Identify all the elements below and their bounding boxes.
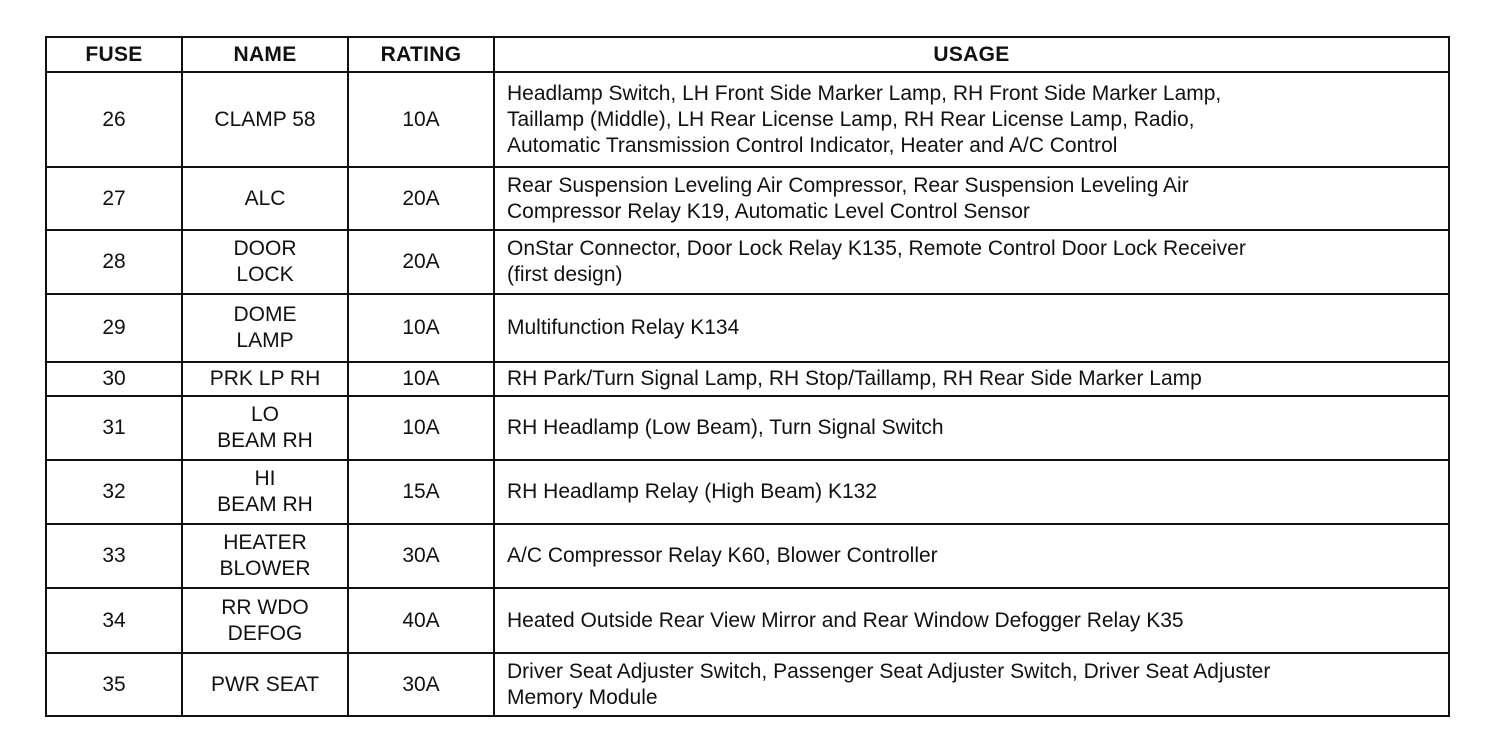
table-row bbox=[46, 653, 1449, 716]
header-fuse: FUSE bbox=[46, 37, 182, 72]
usage-cell: Rear Suspension Leveling Air Compressor, Rear Suspension Leveling Air Compressor Relay K19, Automatic Level Control Sensor bbox=[494, 167, 1449, 230]
name-cell: ALC bbox=[182, 167, 348, 230]
name-cell: HEATER BLOWER bbox=[182, 524, 348, 588]
table-row bbox=[46, 294, 1449, 362]
usage-cell: RH Park/Turn Signal Lamp, RH Stop/Taillamp, RH Rear Side Marker Lamp bbox=[494, 362, 1449, 396]
table-row bbox=[46, 588, 1449, 653]
usage-cell: A/C Compressor Relay K60, Blower Controller bbox=[494, 524, 1449, 588]
table-row bbox=[46, 524, 1449, 588]
fuse-cell: 34 bbox=[46, 588, 182, 653]
header-usage: USAGE bbox=[494, 37, 1449, 72]
usage-cell: RH Headlamp Relay (High Beam) K132 bbox=[494, 460, 1449, 524]
header-rating: RATING bbox=[348, 37, 494, 72]
usage-cell: Multifunction Relay K134 bbox=[494, 294, 1449, 362]
name-cell: CLAMP 58 bbox=[182, 72, 348, 167]
name-cell: RR WDO DEFOG bbox=[182, 588, 348, 653]
name-cell: PRK LP RH bbox=[182, 362, 348, 396]
name-cell: DOOR LOCK bbox=[182, 230, 348, 294]
table-row bbox=[46, 396, 1449, 460]
usage-cell: RH Headlamp (Low Beam), Turn Signal Switch bbox=[494, 396, 1449, 460]
fuse-cell: 33 bbox=[46, 524, 182, 588]
fuse-cell: 29 bbox=[46, 294, 182, 362]
table-row bbox=[46, 362, 1449, 396]
usage-cell: Heated Outside Rear View Mirror and Rear Window Defogger Relay K35 bbox=[494, 588, 1449, 653]
rating-cell: 15A bbox=[348, 460, 494, 524]
rating-cell: 30A bbox=[348, 524, 494, 588]
table-row bbox=[46, 230, 1449, 294]
rating-cell: 40A bbox=[348, 588, 494, 653]
name-cell: DOME LAMP bbox=[182, 294, 348, 362]
usage-cell: Driver Seat Adjuster Switch, Passenger Seat Adjuster Switch, Driver Seat Adjuster Memory Module bbox=[494, 653, 1449, 716]
usage-cell: OnStar Connector, Door Lock Relay K135, Remote Control Door Lock Receiver (first design) bbox=[494, 230, 1449, 294]
rating-cell: 10A bbox=[348, 294, 494, 362]
header-row bbox=[46, 37, 1449, 72]
table-row bbox=[46, 72, 1449, 167]
fuse-cell: 35 bbox=[46, 653, 182, 716]
rating-cell: 20A bbox=[348, 230, 494, 294]
fuse-cell: 30 bbox=[46, 362, 182, 396]
rating-cell: 30A bbox=[348, 653, 494, 716]
fuse-cell: 26 bbox=[46, 72, 182, 167]
fuse-cell: 32 bbox=[46, 460, 182, 524]
name-cell: HI BEAM RH bbox=[182, 460, 348, 524]
usage-cell: Headlamp Switch, LH Front Side Marker Lamp, RH Front Side Marker Lamp, Taillamp (Middle), LH Rear License Lamp, RH Rear License Lamp, Radio, Automatic Transmission Control Indicator, Heater and A/C Control bbox=[494, 72, 1449, 167]
rating-cell: 10A bbox=[348, 396, 494, 460]
table-header bbox=[46, 37, 1449, 72]
fuse-cell: 31 bbox=[46, 396, 182, 460]
name-cell: PWR SEAT bbox=[182, 653, 348, 716]
rating-cell: 10A bbox=[348, 362, 494, 396]
table-row bbox=[46, 460, 1449, 524]
rating-cell: 20A bbox=[348, 167, 494, 230]
table-body bbox=[46, 72, 1449, 716]
fuse-cell: 27 bbox=[46, 167, 182, 230]
fuse-table bbox=[45, 36, 1450, 717]
header-name: NAME bbox=[182, 37, 348, 72]
name-cell: LO BEAM RH bbox=[182, 396, 348, 460]
rating-cell: 10A bbox=[348, 72, 494, 167]
table-row bbox=[46, 167, 1449, 230]
fuse-cell: 28 bbox=[46, 230, 182, 294]
